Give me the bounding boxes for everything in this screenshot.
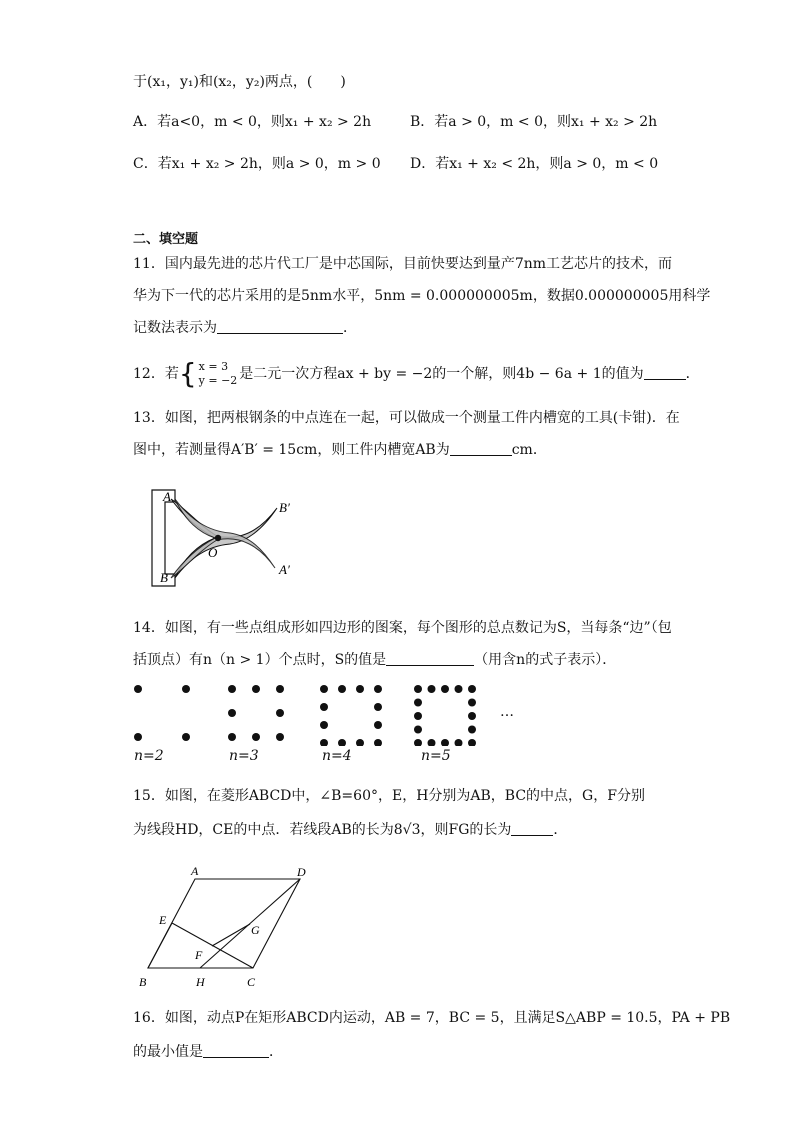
- label-n5: n=5: [421, 748, 451, 764]
- dot-n2: [134, 733, 142, 741]
- segment-fg: [212, 924, 250, 946]
- q15-line2: [133, 820, 567, 840]
- q12-sys-top: x = 3: [198, 360, 229, 373]
- label-e: E: [159, 913, 167, 927]
- dot-n5: [414, 685, 422, 693]
- dot-n2: [182, 733, 190, 741]
- dot-n3: [276, 709, 284, 717]
- dot-n5: [428, 739, 436, 746]
- dot-n5: [414, 699, 422, 707]
- q10-option-d: D．若x₁ + x₂ < 2h，则a > 0，m < 0: [410, 156, 659, 172]
- dot-n5: [468, 699, 476, 707]
- q11-end: ．: [343, 320, 357, 336]
- label-a-prime: A′: [279, 562, 290, 577]
- label-c: C: [247, 975, 256, 989]
- dot-n3: [228, 709, 236, 717]
- dot-n5: [414, 726, 422, 734]
- q13-answer-blank[interactable]: [450, 441, 512, 456]
- label-h: H: [196, 975, 205, 989]
- label-a: A: [191, 864, 199, 878]
- q13-line2: [133, 440, 547, 460]
- dot-n3: [228, 733, 236, 741]
- q15-end: ．: [553, 822, 568, 838]
- q16-line2-text: 的最小值是: [133, 1044, 203, 1060]
- dot-n4: [320, 685, 328, 693]
- dot-n5: [428, 685, 436, 693]
- dot-n5: [441, 739, 449, 746]
- dot-n4: [356, 739, 364, 746]
- q12-prefix: 12．若: [133, 366, 179, 382]
- dot-n4: [356, 685, 364, 693]
- q15-line1: 15．如图，在菱形ABCD中，∠B=60°，E，H分别为AB，BC的中点，G，F分别: [133, 788, 645, 804]
- caliper-figure: [145, 486, 315, 591]
- label-n3: n=3: [229, 748, 259, 764]
- dot-n3: [252, 733, 260, 741]
- q12-end: ．: [685, 366, 700, 382]
- q15-answer-blank[interactable]: [511, 821, 553, 836]
- section-title: 二、填空题: [133, 232, 199, 247]
- dot-n2: [182, 685, 190, 693]
- dot-n4: [374, 685, 382, 693]
- dot-n2: [134, 685, 142, 693]
- q12-answer-blank[interactable]: [644, 365, 686, 380]
- dot-n4: [374, 703, 382, 711]
- q12-sys-bottom: y = −2: [198, 374, 238, 387]
- q12-system-brace: {: [178, 357, 197, 390]
- q16-line2: [133, 1042, 283, 1062]
- dot-patterns-figure: [128, 681, 528, 746]
- segment-hd: [200, 879, 300, 968]
- label-a: A: [163, 489, 171, 504]
- q10-option-b: B．若a > 0，m < 0，则x₁ + x₂ > 2h: [410, 114, 658, 130]
- dot-n4: [374, 721, 382, 729]
- q16-end: ．: [269, 1044, 283, 1060]
- q11-line3-text: 记数法表示为: [133, 320, 217, 336]
- dot-n3: [276, 733, 284, 741]
- q11-line3: [133, 318, 357, 338]
- q12-system: [199, 360, 238, 388]
- dot-n3: [228, 685, 236, 693]
- q14-answer-blank[interactable]: [386, 651, 474, 666]
- dot-n4: [374, 739, 382, 746]
- q14-line2a: 括顶点）有n（n > 1）个点时，S的值是: [133, 652, 387, 668]
- dot-n5: [455, 685, 463, 693]
- q12-middle: 是二元一次方程ax + by = −2的一个解，则4b − 6a + 1的值为: [239, 366, 644, 382]
- segment-eb: [148, 923, 172, 968]
- label-o: O: [208, 545, 218, 560]
- rhombus-figure: [135, 862, 325, 992]
- dot-n4: [320, 721, 328, 729]
- q11-line1: 11．国内最先进的芯片代工厂是中芯国际，目前快要达到量产7nm工艺芯片的技术，而: [133, 256, 673, 272]
- dot-n5: [414, 712, 422, 720]
- dot-n3: [252, 685, 260, 693]
- dot-n5: [468, 712, 476, 720]
- dot-n4: [320, 739, 328, 746]
- ellipsis: …: [500, 704, 514, 720]
- q10-tail: 于(x₁，y₁)和(x₂，y₂)两点，( ): [133, 74, 346, 90]
- label-g: G: [251, 923, 260, 937]
- dot-n5: [441, 685, 449, 693]
- dot-n5: [468, 726, 476, 734]
- q16-line1: 16．如图，动点P在矩形ABCD内运动，AB = 7，BC = 5，且满足S△ABP = 10.5，PA + PB: [133, 1010, 731, 1026]
- dot-n5: [455, 739, 463, 746]
- dot-n4: [338, 685, 346, 693]
- q11-line2: 华为下一代的芯片采用的是5nm水平，5nm = 0.000000005m，数据0.000000005用科学: [133, 288, 711, 304]
- q12-line: [133, 357, 700, 390]
- dot-n4: [338, 739, 346, 746]
- q10-option-a: A．若a<0，m < 0，则x₁ + x₂ > 2h: [133, 114, 372, 130]
- label-b: B: [160, 570, 168, 585]
- label-b-prime: B′: [279, 500, 290, 515]
- dot-n5: [468, 739, 476, 746]
- dot-n5: [468, 685, 476, 693]
- dot-n3: [276, 685, 284, 693]
- label-b: B: [139, 975, 147, 989]
- q14-line2: [133, 650, 616, 670]
- q14-line1: 14．如图，有一些点组成形如四边形的图案，每个图形的总点数记为S，当每条“边”（包: [133, 620, 672, 636]
- q14-line2b: （用含n的式子表示）．: [474, 652, 617, 668]
- dot-n4: [320, 703, 328, 711]
- q13-line2-text: 图中，若测量得A′B′ = 15cm，则工件内槽宽AB为: [133, 442, 450, 458]
- q13-end: cm．: [511, 442, 547, 458]
- label-f: F: [195, 948, 203, 962]
- rhombus-abcd: [148, 879, 300, 968]
- q16-answer-blank[interactable]: [203, 1043, 269, 1058]
- q11-answer-blank[interactable]: [217, 319, 343, 334]
- dot-n5: [414, 739, 422, 746]
- q13-line1: 13．如图，把两根钢条的中点连在一起，可以做成一个测量工件内槽宽的工具(卡钳)．在: [133, 410, 680, 426]
- pivot-point: [215, 535, 221, 541]
- label-n4: n=4: [322, 748, 352, 764]
- label-n2: n=2: [134, 748, 164, 764]
- q10-option-c: C．若x₁ + x₂ > 2h，则a > 0，m > 0: [133, 156, 381, 172]
- q15-line2-text: 为线段HD，CE的中点．若线段AB的长为8√3，则FG的长为: [133, 822, 512, 838]
- label-d: D: [297, 865, 306, 879]
